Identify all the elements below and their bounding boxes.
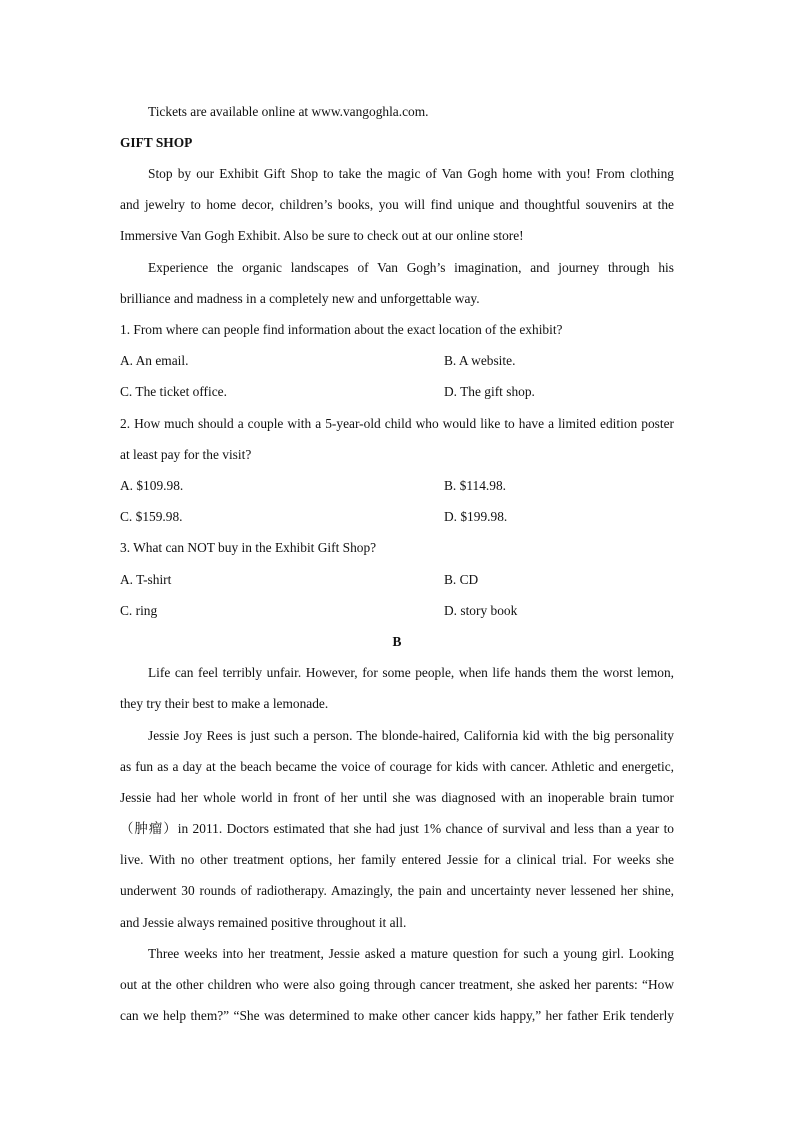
section-b-para2-line: live. With no other treatment options, her family entered Jessie for a clinical trial. For weeks she [120,852,674,867]
gift-shop-para1-line: and jewelry to home decor, children’s books, you will find unique and thoughtful souvenirs at the [120,197,674,212]
section-b-para3-line: out at the other children who were also going through cancer treatment, she asked her parents: “How [120,977,674,992]
gift-shop-para1-line: Immersive Van Gogh Exhibit. Also be sure to check out at our online store! [120,228,524,243]
section-b-para2-line: as fun as a day at the beach became the voice of courage for kids with cancer. Athletic and energetic, [120,759,674,774]
section-b-heading: B [392,634,402,649]
gift-shop-para1-line: Stop by our Exhibit Gift Shop to take the magic of Van Gogh home with you! From clothing [148,166,674,181]
section-b-para2-line: underwent 30 rounds of radiotherapy. Amazingly, the pain and uncertainty never lessened her shine, [120,883,674,898]
question-2-stem: 2. How much should a couple with a 5-year-old child who would like to have a limited edition poster [120,416,674,431]
section-b-para3-line: Three weeks into her treatment, Jessie asked a mature question for such a young girl. Looking [148,946,674,961]
gift-shop-para2-line: brilliance and madness in a completely new and unforgettable way. [120,291,480,306]
question-3-option-d: D. story book [444,603,518,618]
question-3-option-c: C. ring [120,603,158,618]
gift-shop-heading: GIFT SHOP [120,135,193,150]
gift-shop-para2-line: Experience the organic landscapes of Van Gogh’s imagination, and journey through his [148,260,674,275]
question-3-option-b: B. CD [444,572,479,587]
section-b-para2-line: （肿瘤）in 2011. Doctors estimated that she had just 1% chance of survival and less than a year to [120,821,674,836]
question-2-option-b: B. $114.98. [444,478,506,493]
question-1-option-b: B. A website. [444,353,516,368]
section-b-para1-line: they try their best to make a lemonade. [120,696,329,711]
section-b-para2-line: Jessie had her whole world in front of her until she was diagnosed with an inoperable brain tumor [120,790,674,805]
question-3-stem: 3. What can NOT buy in the Exhibit Gift Shop? [120,540,377,555]
question-2-option-d: D. $199.98. [444,509,508,524]
question-2-option-c: C. $159.98. [120,509,183,524]
question-3-option-a: A. T-shirt [120,572,172,587]
section-b-para3-line: can we help them?” “She was determined to make other cancer kids happy,” her father Erik tenderly [120,1008,674,1023]
question-1-option-a: A. An email. [120,353,189,368]
section-b-para2-line: and Jessie always remained positive throughout it all. [120,915,407,930]
question-1-stem: 1. From where can people find information about the exact location of the exhibit? [120,322,563,337]
question-2-stem: at least pay for the visit? [120,447,252,462]
question-2-option-a: A. $109.98. [120,478,184,493]
question-1-option-d: D. The gift shop. [444,384,535,399]
question-1-option-c: C. The ticket office. [120,384,227,399]
section-b-para1-line: Life can feel terribly unfair. However, for some people, when life hands them the worst lemon, [148,665,674,680]
section-b-para2-line: Jessie Joy Rees is just such a person. The blonde-haired, California kid with the big personality [148,728,674,743]
tickets-line: Tickets are available online at www.vangoghla.com. [148,104,429,119]
